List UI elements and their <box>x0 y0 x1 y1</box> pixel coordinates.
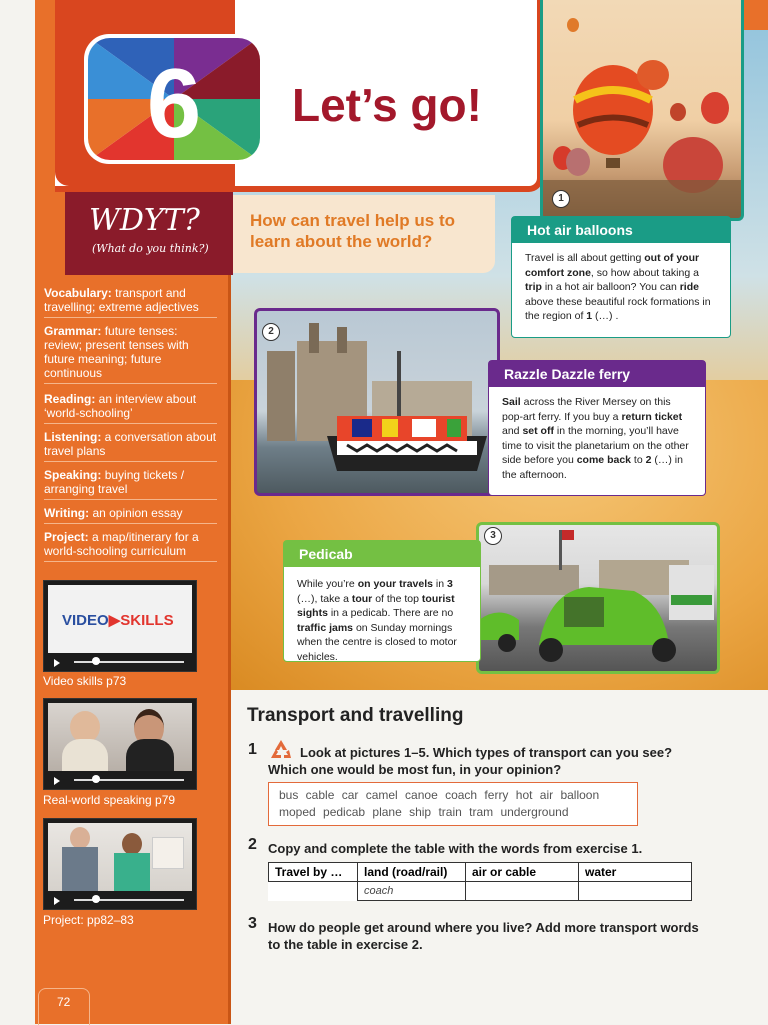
ferry-scene <box>257 311 497 493</box>
video-scrubber[interactable] <box>92 895 100 903</box>
table-cell <box>269 882 358 901</box>
card-text: Travel is all about getting out of your comfort zone, so how about taking a trip in a hot air balloon? You can ride above these beautiful rock formations in the region of 1 (…) . <box>525 252 711 322</box>
section-title: Transport and travelling <box>247 705 464 726</box>
balloon-scene <box>543 0 741 218</box>
video-caption-speaking: Real-world speaking p79 <box>43 793 176 807</box>
photo-razzle-dazzle-ferry <box>254 308 500 496</box>
toc-vocabulary: Vocabulary: transport and travelling; extreme adjectives <box>44 286 217 318</box>
exercise-3-number: 3 <box>248 915 257 932</box>
exercise-area-background <box>228 690 768 1024</box>
card-title: Razzle Dazzle ferry <box>489 361 705 387</box>
pedicab-scene <box>479 525 717 671</box>
picture-number: 2 <box>262 323 280 341</box>
wdyt-heading: WDYT? <box>89 203 200 238</box>
toc-project: Project: a map/itinerary for a world-schooling curriculum <box>44 530 217 562</box>
toc-listening: Listening: a conversation about travel plans <box>44 430 217 462</box>
table-cell <box>466 882 579 901</box>
picture-number: 1 <box>552 190 570 208</box>
exercise-1-line1: Look at pictures 1–5. Which types of transport can you see? <box>300 745 673 760</box>
video-real-world-thumbnail[interactable] <box>43 698 197 790</box>
unit-number-badge-icon <box>84 34 264 164</box>
recycle-icon <box>268 738 294 760</box>
toc-grammar: Grammar: future tenses: review; present tenses with future meaning; future continuous <box>44 324 217 384</box>
card-title: Hot air balloons <box>512 217 730 243</box>
transport-table <box>268 862 692 901</box>
photo-pedicab <box>476 522 720 674</box>
page-number-tab <box>38 988 90 1025</box>
toc-speaking: Speaking: buying tickets / arranging travel <box>44 468 217 500</box>
table-header-land: land (road/rail) <box>358 863 466 882</box>
card-pedicab <box>283 540 481 662</box>
word-box-line2: moped pedicab plane ship train tram underground <box>279 805 569 819</box>
play-icon[interactable] <box>54 897 60 905</box>
corner-strip <box>740 0 768 30</box>
wdyt-subheading: (What do you think?) <box>92 242 209 255</box>
exercise-1-number: 1 <box>248 741 257 758</box>
table-header-travel-by: Travel by … <box>269 863 358 882</box>
video-scrubber[interactable] <box>92 657 100 665</box>
exercise-3-line1: How do people get around where you live? Add more transport words <box>268 920 699 935</box>
video-project-thumbnail[interactable] <box>43 818 197 910</box>
page-title: Let’s go! <box>292 79 482 131</box>
word-box <box>268 782 638 826</box>
table-header-air: air or cable <box>466 863 579 882</box>
video-skills-thumbnail[interactable] <box>43 580 197 672</box>
exercise-2-text: Copy and complete the table with the words from exercise 1. <box>268 841 643 856</box>
card-title: Pedicab <box>284 541 480 567</box>
video-caption-project: Project: pp82–83 <box>43 913 134 927</box>
unit-number: 6 <box>146 48 202 158</box>
toc-reading: Reading: an interview about ‘world-schooling’ <box>44 392 217 424</box>
video-caption-skills: Video skills p73 <box>43 674 127 688</box>
big-question: How can travel help us to learn about the world? <box>250 211 455 251</box>
card-razzle-dazzle-ferry <box>488 360 706 496</box>
page-number: 72 <box>57 995 71 1009</box>
exercise-2-number: 2 <box>248 836 257 853</box>
table-cell <box>579 882 692 901</box>
card-hot-air-balloons <box>511 216 731 338</box>
exercise-1-line2: Which one would be most fun, in your opinion? <box>268 762 562 777</box>
video-skills-logo: VIDEO▶SKILLS <box>62 612 174 629</box>
card-text: While you’re on your travels in 3 (…), take a tour of the top tourist sights in a pedicab. There are no traffic jams on Sunday mornings when the centre is closed to motor vehicles. <box>297 578 457 663</box>
table-header-water: water <box>579 863 692 882</box>
word-box-line1: bus cable car camel canoe coach ferry hot air balloon <box>279 788 600 802</box>
toc-writing: Writing: an opinion essay <box>44 506 217 524</box>
table-cell-coach: coach <box>358 882 466 901</box>
picture-number: 3 <box>484 527 502 545</box>
video-scrubber[interactable] <box>92 775 100 783</box>
play-icon[interactable] <box>54 659 60 667</box>
photo-hot-air-balloons <box>540 0 744 221</box>
exercise-3-line2: to the table in exercise 2. <box>268 937 423 952</box>
play-icon[interactable] <box>54 777 60 785</box>
card-text: Sail across the River Mersey on this pop-art ferry. If you buy a return ticket and set off in the morning, you’ll have time to visit the planetarium on the other side before you come back to 2 (…) in the afternoon. <box>502 396 689 481</box>
